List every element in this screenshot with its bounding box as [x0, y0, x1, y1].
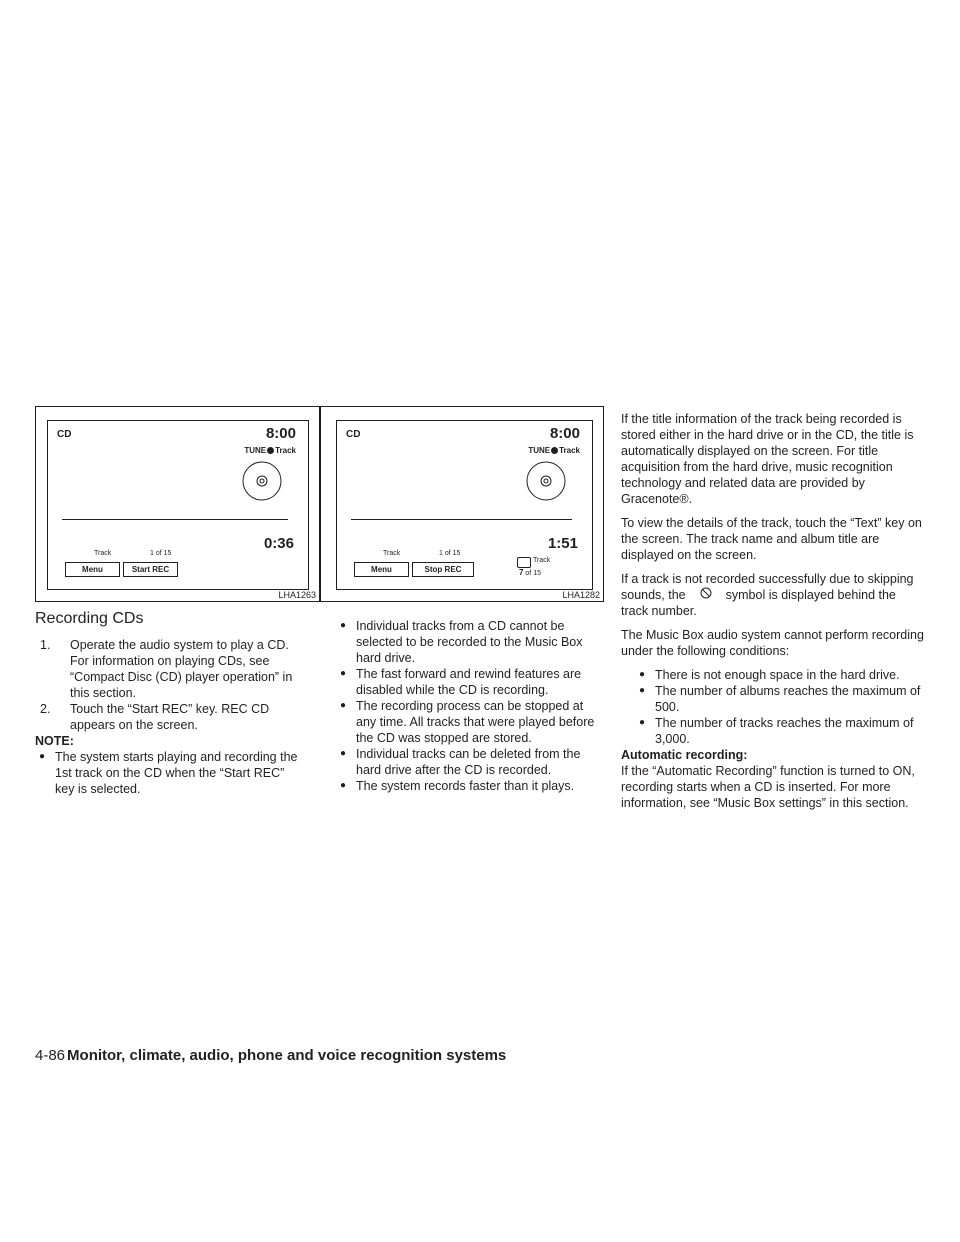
note-bullet: ● The system records faster than it plays. [336, 778, 604, 794]
subheading: Automatic recording: [621, 748, 748, 762]
section-heading: Recording CDs [35, 610, 144, 627]
tune-track-indicator: TUNE Track [528, 446, 580, 455]
column-3 [621, 411, 924, 819]
paragraph: To view the details of the track, touch the “Text” key on the screen. The track name and album title are displayed on the screen. [621, 516, 922, 562]
paragraph: If the title information of the track being recorded is stored either in the hard drive or in the CD, the title is automatically displayed on the screen. For title acquisition from the hard drive, music recognition technology and related data are provided by Gracenote®. [621, 412, 914, 506]
track-count: 1 of 15 [439, 550, 461, 557]
skip-error-icon [686, 587, 726, 603]
page-footer [35, 1047, 506, 1064]
step-item: 1. Operate the audio system to play a CD. For information on playing CDs, see “Compact Disc (CD) player operation” in this section. [40, 638, 293, 700]
note-bullet: ● The recording process can be stopped at any time. All tracks that were played before the CD was stopped are stored. [336, 698, 604, 746]
paragraph: If the “Automatic Recording” function is turned to ON, recording starts when a CD is inserted. For more information, see “Music Box settings” in this section. [621, 764, 915, 810]
cd-disc-icon [526, 461, 566, 501]
recording-box-icon [517, 557, 531, 568]
note-bullet: ● The system starts playing and recording the 1st track on the CD when the “Start REC” key is selected. [35, 749, 305, 797]
source-label: CD [57, 429, 72, 440]
progress-line [351, 519, 572, 520]
note-bullet: ● The fast forward and rewind features are disabled while the CD is recording. [336, 666, 604, 698]
track-label: Track [383, 550, 401, 557]
cd-screen [336, 420, 593, 590]
section-title: Monitor, climate, audio, phone and voice recognition systems [67, 1047, 507, 1064]
cd-screen [47, 420, 309, 590]
source-label: CD [346, 429, 361, 440]
cd-disc-icon [242, 461, 282, 501]
step-item: 2. Touch the “Start REC” key. REC CD appears on the screen. [40, 702, 270, 732]
track-label: Track [94, 550, 112, 557]
page-number: 4-86 [35, 1047, 66, 1064]
tune-dot-icon [267, 447, 274, 454]
note-bullet: ● Individual tracks from a CD cannot be selected to be recorded to the Music Box hard drive. [336, 618, 604, 666]
note-bullet: ● Individual tracks can be deleted from the hard drive after the CD is recorded. [336, 746, 604, 778]
paragraph: The Music Box audio system cannot perform recording under the following conditions: [621, 628, 924, 658]
progress-line [62, 519, 288, 520]
condition-bullet: ● There is not enough space in the hard drive. [621, 667, 924, 683]
menu-button[interactable]: Menu [65, 562, 120, 577]
clock: 8:00 [549, 425, 580, 442]
column-1 [35, 637, 305, 797]
figure-code: LHA1282 [562, 590, 600, 600]
column-2 [336, 618, 604, 794]
note-title: NOTE: [35, 734, 74, 748]
figure-start-rec [35, 406, 320, 602]
recorded-track-label: Track [533, 557, 551, 564]
recorded-track-count: 7 of 15 [519, 568, 541, 577]
clock: 8:00 [265, 425, 296, 442]
stop-rec-button[interactable]: Stop REC [412, 562, 474, 577]
menu-button[interactable]: Menu [354, 562, 409, 577]
figure-stop-rec [320, 406, 604, 602]
track-count: 1 of 15 [150, 550, 172, 557]
condition-bullet: ● The number of tracks reaches the maximum of 3,000. [621, 715, 924, 747]
paragraph: If a track is not recorded successfully due to skipping sounds, the symbol is displayed behind the track number. [621, 572, 914, 618]
elapsed-time: 0:36 [263, 535, 294, 552]
tune-dot-icon [551, 447, 558, 454]
elapsed-time: 1:51 [547, 535, 578, 552]
figure-code: LHA1263 [278, 590, 316, 600]
start-rec-button[interactable]: Start REC [123, 562, 178, 577]
tune-track-indicator: TUNE Track [244, 446, 296, 455]
condition-bullet: ● The number of albums reaches the maximum of 500. [621, 683, 924, 715]
